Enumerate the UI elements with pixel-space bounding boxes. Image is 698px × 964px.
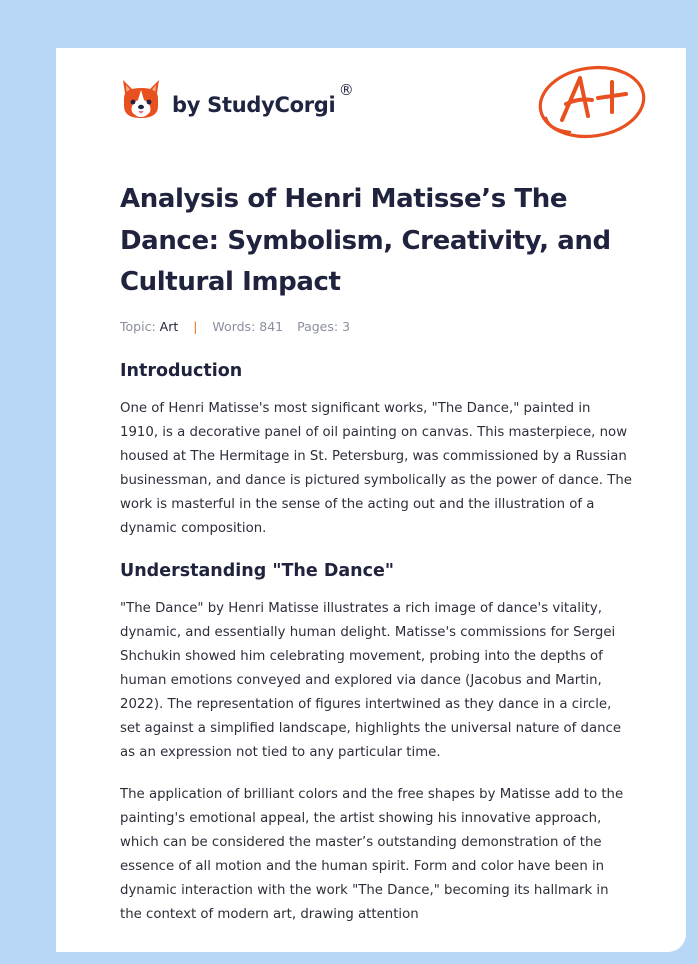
studycorgi-logo[interactable]	[120, 76, 354, 122]
article-title: Analysis of Henri Matisse’s The Dance: Symbolism, Creativity, and Cultural Impact	[120, 184, 611, 297]
paragraph: "The Dance" by Henri Matisse illustrates a rich image of dance's vitality, dynamic, and essentially human delight. Matisse's commissions for Sergei Shchukin showed him celebrating movement, probing into the depths of human emotions conveyed and explored via dance (Jacobus and Martin, 2022). The representation of figures intertwined as they dance in a circle, set against a simplified landscape, highlights the universal nature of dance as an expression not tied to any particular time.	[120, 600, 622, 760]
topic-label: Topic:	[120, 318, 156, 334]
brand-name	[172, 81, 354, 117]
words-label: Words:	[212, 318, 256, 334]
corgi-logo-icon	[120, 76, 162, 122]
document-page	[56, 48, 686, 952]
grade-text: A+	[536, 58, 538, 59]
topic-link[interactable]: Art	[159, 318, 179, 334]
pages-count: 3	[342, 318, 351, 334]
paragraph: One of Henri Matisse's most significant works, "The Dance," painted in 1910, is a decorative panel of oil painting on canvas. This masterpiece, now housed at The Hermitage in St. Petersburg, was commissioned by a Russian businessman, and dance is pictured symbolically as the power of dance. The work is masterful in the sense of the acting out and the illustration of a dynamic composition.	[120, 400, 632, 536]
a-plus-grade-icon	[536, 58, 650, 142]
article	[120, 179, 632, 927]
pages-label: Pages:	[297, 318, 339, 334]
paragraph: The application of brilliant colors and the free shapes by Matisse add to the painting's emotional appeal, the artist showing his innovative approach, which can be considered the master’s outstanding demonstration of the essence of all motion and the human spirit. Form and color have been in dynamic interaction with the work "The Dance," becoming its hallmark in the context of modern art, drawing attention	[120, 786, 624, 922]
section-heading-introduction: Introduction	[120, 360, 243, 381]
section-heading-understanding: Understanding "The Dance"	[120, 560, 394, 581]
registered-mark: ®	[338, 81, 354, 99]
article-meta	[120, 317, 632, 337]
meta-separator: |	[193, 318, 198, 334]
words-count: 841	[259, 318, 284, 334]
brand-name-text: by StudyCorgi	[172, 93, 336, 117]
